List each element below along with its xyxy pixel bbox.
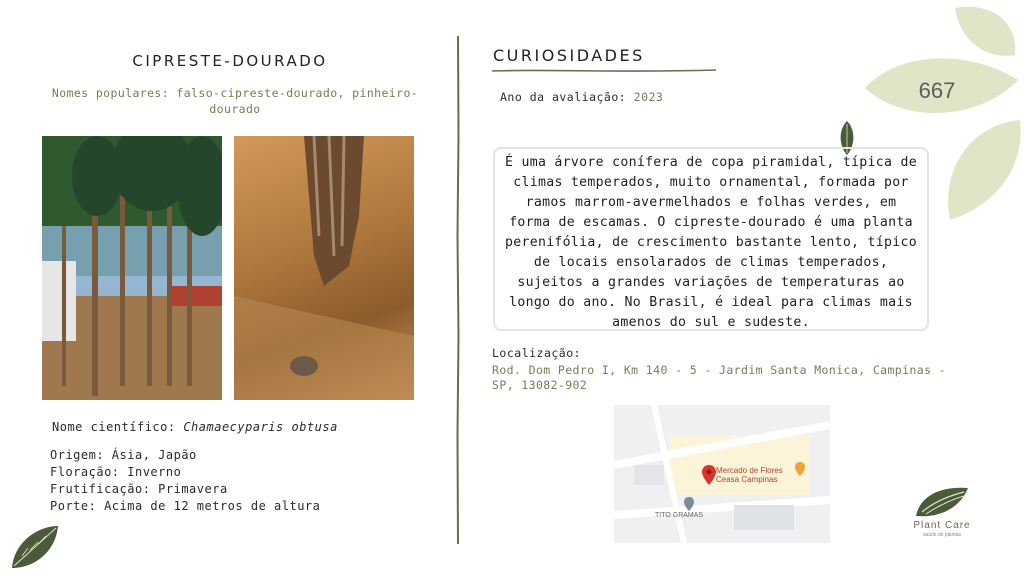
evaluation-year-label: Ano da avaliação: [500, 90, 627, 104]
evaluation-year [500, 90, 663, 104]
fact-size: Porte: Acima de 12 metros de altura [50, 499, 321, 513]
plant-title: CIPRESTE-DOURADO [132, 52, 328, 70]
scientific-name-value: Chamaecyparis obtusa [183, 420, 338, 434]
section-title: CURIOSIDADES [493, 46, 645, 65]
photo-trees [42, 136, 222, 400]
popular-names: Nomes populares: falso-cipreste-dourado, pinheiro-dourado [51, 86, 419, 116]
map-landmark-label: TITO GRAMAS [655, 512, 704, 519]
logo-tagline: saúde de plantas [922, 532, 962, 538]
decorative-leaf-bottom-left [8, 522, 62, 572]
scientific-name-label: Nome científico: [52, 420, 176, 434]
plant-care-logo-icon [914, 486, 970, 518]
location-label: Localização: [492, 346, 582, 360]
logo-name: Plant Care [913, 520, 971, 531]
fact-origin: Origem: Ásia, Japão [50, 448, 197, 462]
map-place-label: Mercado de Flores Ceasa Campinas [716, 466, 783, 484]
map-poi-icon [795, 462, 805, 476]
map-landmark-icon [684, 497, 694, 511]
location-address: Rod. Dom Pedro I, Km 140 - 5 - Jardim Santa Monica, Campinas - SP, 13082-902 [492, 363, 947, 392]
card-number: 667 [918, 78, 956, 103]
photo-trunk [234, 136, 414, 400]
fact-flowering: Floração: Inverno [50, 465, 182, 479]
description-box: É uma árvore conífera de copa piramidal, típica de climas temperados, muito ornamental, formada por ramos marrom-avermelhados e folhas verdes, em forma de escamas. O cipreste-dourado é uma planta perenifólia, de crescimento bastante lento, típico de locais ensolarados de climas temperados, sujeitos a grandes variações de temperaturas ao longo do ano. No Brasil, é ideal para climas mais amenos do sul e sudeste. [493, 147, 929, 331]
scientific-name [52, 420, 338, 434]
title-underline [492, 68, 716, 74]
evaluation-year-value: 2023 [633, 90, 664, 104]
map-pin-icon[interactable] [702, 465, 716, 485]
column-divider [456, 36, 460, 544]
fact-fruiting: Frutificação: Primavera [50, 482, 228, 496]
